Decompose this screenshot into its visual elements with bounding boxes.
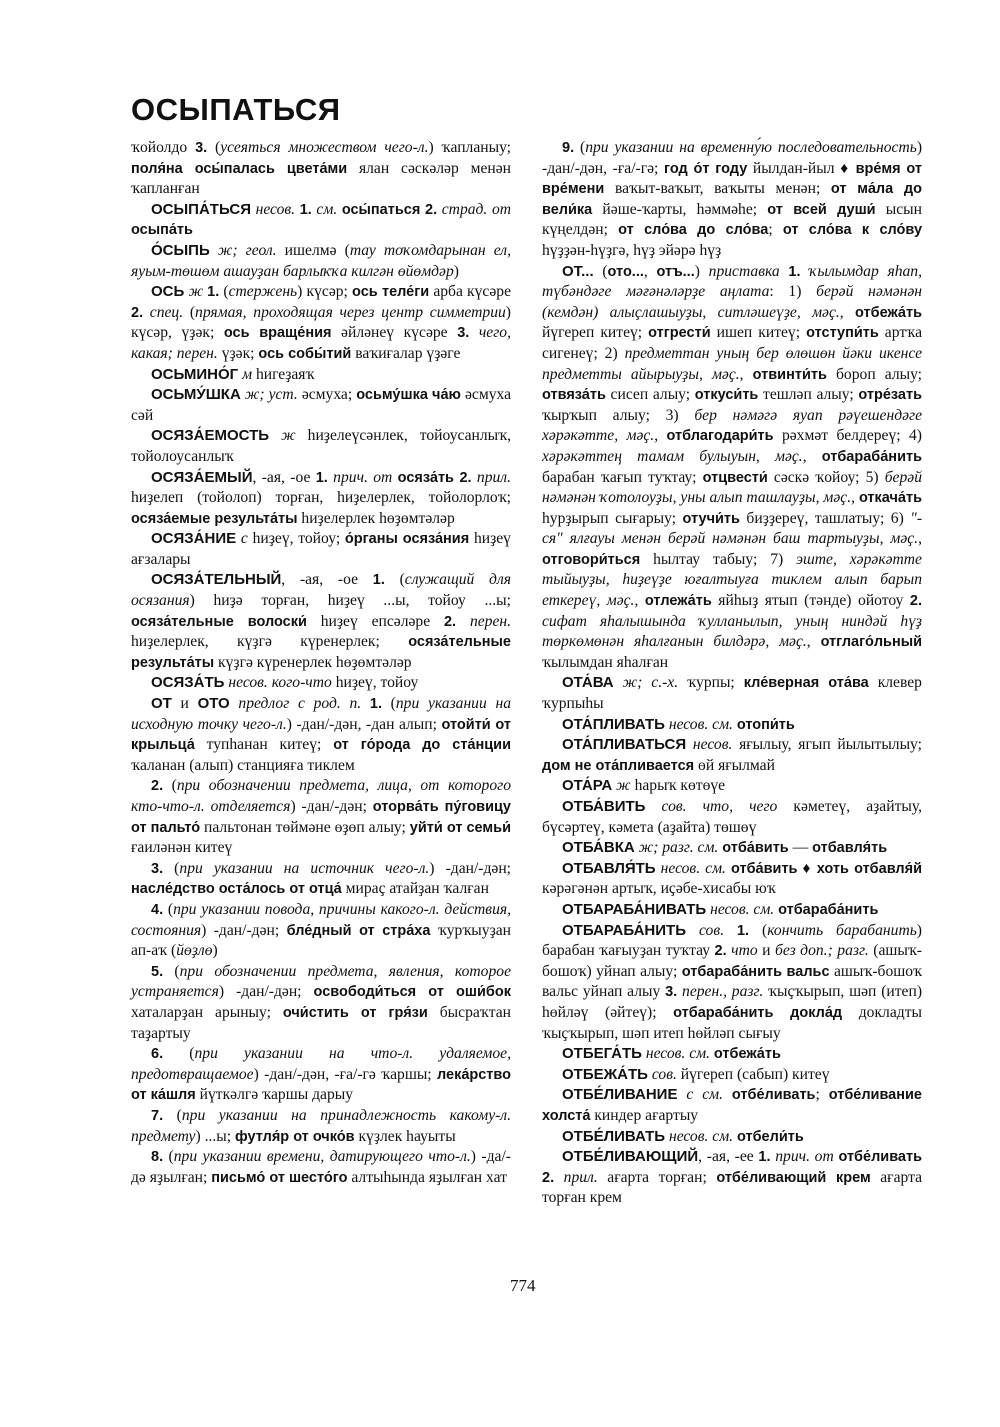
right-entry-4: ОТА́ПЛИВАТЬ несов. см. отопи́ть	[562, 715, 795, 733]
left-entry-17: 6. (при указании на что-л. удаляемое, предотвращаемое) -дан/-дән, -ға/-гә ҡаршы; лека́рство от ка́шля йүткәлгә ҡаршы дарыу	[131, 1045, 512, 1104]
right-entry-7: ОТБА́ВИТЬ сов. что, чего кәметеү, аҙайтыу, бүсәртеү, кәмета (аҙайта) төшөү	[542, 798, 922, 836]
left-entry-16: 5. (при обозначении предмета, явления, которое устраняется) -дан/-дән; освободи́ться от оши́бок хаталарҙан арыныу; очи́стить от гря́зи бысраҡтан таҙартыу	[131, 962, 511, 1042]
left-entry-2: ОСЫПА́ТЬСЯ несов. 1. см. осы́паться 2. страд. от осыпа́ть	[131, 200, 512, 239]
left-column	[131, 138, 511, 1188]
right-entry-11: ОТБАРАБА́НИТЬ сов. 1. (кончить барабанить) барабан ҡағыуҙан туҡтау 2. что и без доп.; разг. (ашыҡ-бошоҡ) уйнап алыу; отбараба́нить вальс ашыҡ-бошоҡ вальс уйнап алыу 3. перен., разг. ҡыҫҡырып, шәп (итеп) һөйләү (әйтеү); отбараба́нить докла́д докладты ҡыҫҡырып, шәп итеп һөйләп сығыу	[542, 921, 923, 1042]
right-entry-3: ОТА́ВА ж; с.-х. ҡурпы; кле́верная ота́ва клевер ҡурпыһы	[542, 674, 922, 713]
right-entry-9: ОТБАВЛЯ́ТЬ несов. см. отба́вить ♦ хоть отбавля́й кәрәгәнән артыҡ, иҫәбе-хисабы юҡ	[542, 859, 923, 898]
right-entry-16: ОТБЕ́ЛИВАЮЩИЙ, -ая, -ее 1. прич. от отбе́ливать 2. прил. ағарта торған; отбе́ливающий крем ағарта торған крем	[542, 1148, 923, 1207]
right-entry-14: ОТБЕ́ЛИВАНИЕ с см. отбе́ливать; отбе́ливание холста́ киндер ағартыу	[542, 1086, 922, 1124]
left-entry-12: ОТ и ОТО предлог с род. п. 1. (при указании на исходную точку чего-л.) -дан/-дән, -дан алып; отойти́ от крыльца́ тупһанан китеү; от го́рода до ста́нции ҡаланан (алып) станцияға тиклем	[131, 695, 512, 774]
right-entry-2: ОТ... (ото..., отъ...) приставка 1. ҡылымдар яһап, түбәндәге мәғәнәләрҙе аңлата: 1) берәй нәмәнән (кемдән) алыҫлашыуҙы, ситләшеүҙе, мәҫ., отбежа́ть йүгереп китеү; отгрести́ ишеп китеү; отступи́ть артҡа сигенеү; 2) предметтан уның бер өлөшөн йәки икенсе предметты айырыуҙы, мәҫ., отвинти́ть бороп алыу; отвяза́ть сисеп алыу; откуси́ть тешләп алыу; отре́зать ҡырҡып алыу; 3) бер нәмәгә яуап рәүешендәге хәрәкәтте, мәҫ., отблагодари́ть рәхмәт белдереү; 4) хәрәкәттең тамам булыуын, мәҫ., отбараба́нить барабан ҡағып туҡтау; отцвести́ сәскә ҡойоу; 5) берәй нәмәнән ҡотолоуҙы, уны алып ташлауҙы, мәҫ., откача́ть һурҙырып сығарыу; отучи́ть биҙҙереү, ташлатыу; 6) "-ся" ялғауы менән берәй нәмәнән баш тартыуҙы, мәҫ., отговори́ться һылтау табыу; 7) эште, хәрәкәтте тыйыуҙы, һиҙеүҙе юғалтыуға тиклем алып барып еткереү, мәҫ., отлежа́ть яйһыҙ ятып (тәнде) ойотоу 2. сифат яһалышында ҡулланылып, уның ниндәй һүҙ төркөмөнән яһалғанын билдәрә, мәҫ., отглаго́льный ҡылымдан яһалған	[542, 262, 923, 671]
left-entry-15: 4. (при указании повода, причины какого-л. действия, состояния) -дан/-дән; бле́дный от стра́ха ҡурҡыуҙан ап-аҡ (йөҙлө)	[131, 900, 512, 960]
left-entry-6: ОСЬМУ́ШКА ж; уст. әсмуха; осьму́шка ча́ю әсмуха сәй	[131, 386, 512, 424]
left-entry-9: ОСЯЗА́НИЕ с һиҙеү, тойоу; о́рганы осяза́ния һиҙеү ағзалары	[131, 530, 511, 568]
left-entry-18: 7. (при указании на принадлежность какому-л. предмету) ...ы; футля́р от очко́в күҙлек һауыты	[131, 1106, 512, 1145]
right-column	[542, 138, 922, 1209]
left-entry-10: ОСЯЗА́ТЕЛЬНЫЙ, -ая, -ое 1. (служащий для осязания) һиҙә торған, һиҙеү ...ы, тойоу ...ы; осяза́тельные волоски́ һиҙеү епсәләре 2. перен. һиҙелерлек, күҙгә күренерлек; осяза́тельные результа́ты күҙгә күренерлек һөҙөмтәләр	[131, 571, 512, 671]
right-entry-5: ОТА́ПЛИВАТЬСЯ несов. яғылыу, ягып йылытылыу; дом не ота́пливается өй яғылмай	[542, 736, 922, 774]
left-entry-14: 3. (при указании на источник чего-л.) -дан/-дән; насле́дство оста́лось от отца́ мираҫ атайҙан ҡалған	[131, 859, 512, 898]
page-header-title: ОСЫПАТЬСЯ	[131, 92, 341, 127]
left-entry-3: О́СЫПЬ ж; геол. ишелмә (тау тоҡомдарынан ел, яуым-төшөм ашауҙан барлыҡҡа килгән өйөмдәр)	[131, 241, 511, 280]
left-entry-11: ОСЯЗА́ТЬ несов. кого-что һиҙеү, тойоу	[151, 674, 419, 692]
left-entry-1: ҡойолдо 3. (усеяться множеством чего-л.) ҡапланыу; поля́на осы́палась цвета́ми ялан сәскәләр менән ҡапланған	[131, 139, 511, 198]
left-entry-4: ОСЬ ж 1. (стержень) күсәр; ось теле́ги арба күсәре 2. спец. (прямая, проходящая через центр симметрии) күсәр, үҙәк; ось враще́ния әйләнеү күсәре 3. чего, какая; перен. үҙәк; ось собы́тий ваҡиғалар үҙәге	[131, 283, 511, 362]
right-entry-8: ОТБА́ВКА ж; разг. см. отба́вить — отбавля́ть	[562, 839, 888, 857]
right-entry-10: ОТБАРАБА́НИВАТЬ несов. см. отбараба́нить	[562, 900, 879, 918]
right-entry-6: ОТА́РА ж һарыҡ көтөүе	[562, 777, 726, 795]
left-entry-7: ОСЯЗА́ЕМОСТЬ ж һиҙелеүсәнлек, тойоусанлыҡ, тойолоусанлыҡ	[131, 427, 511, 465]
right-entry-15: ОТБЕ́ЛИВАТЬ несов. см. отбели́ть	[562, 1127, 804, 1145]
right-entry-13: ОТБЕЖА́ТЬ сов. йүгереп (сабып) китеү	[562, 1065, 830, 1083]
left-entry-13: 2. (при обозначении предмета, лица, от которого кто-что-л. отделяется) -дан/-дән; оторва́ть пу́говицу от пальто́ пальтонан төймәне өҙөп алыу; уйти́ от семьи́ ғаиләнән китеү	[131, 777, 512, 857]
right-entry-1: 9. (при указании на временну́ю последовательность) -дан/-дән, -ға/-гә; год о́т году йылдан-йыл ♦ вре́мя от вре́мени ваҡыт-ваҡыт, ваҡыты менән; от ма́ла до вели́ка йәше-ҡарты, һәммәһе; от всей души́ ысын күңелдән; от сло́ва до сло́ва; от сло́ва к сло́ву һүҙҙән-һүҙгә, һүҙ эйәрә һүҙ	[542, 139, 923, 259]
left-entry-19: 8. (при указании времени, датирующего что-л.) -да/-дә яҙылған; письмо́ от шесто́го алтыһында яҙылған хат	[131, 1148, 511, 1186]
right-entry-12: ОТБЕГА́ТЬ несов. см. отбежа́ть	[562, 1045, 781, 1063]
page-number: 774	[510, 1276, 536, 1295]
left-entry-5: ОСЬМИНО́Г м һигеҙаяҡ	[151, 365, 315, 383]
left-entry-8: ОСЯЗА́ЕМЫЙ, -ая, -ое 1. прич. от осяза́ть 2. прил. һиҙелеп (тойолоп) торған, һиҙелерлек, тойолорлоҡ; осяза́емые результа́ты һиҙелерлек һөҙөмтәләр	[131, 468, 511, 527]
